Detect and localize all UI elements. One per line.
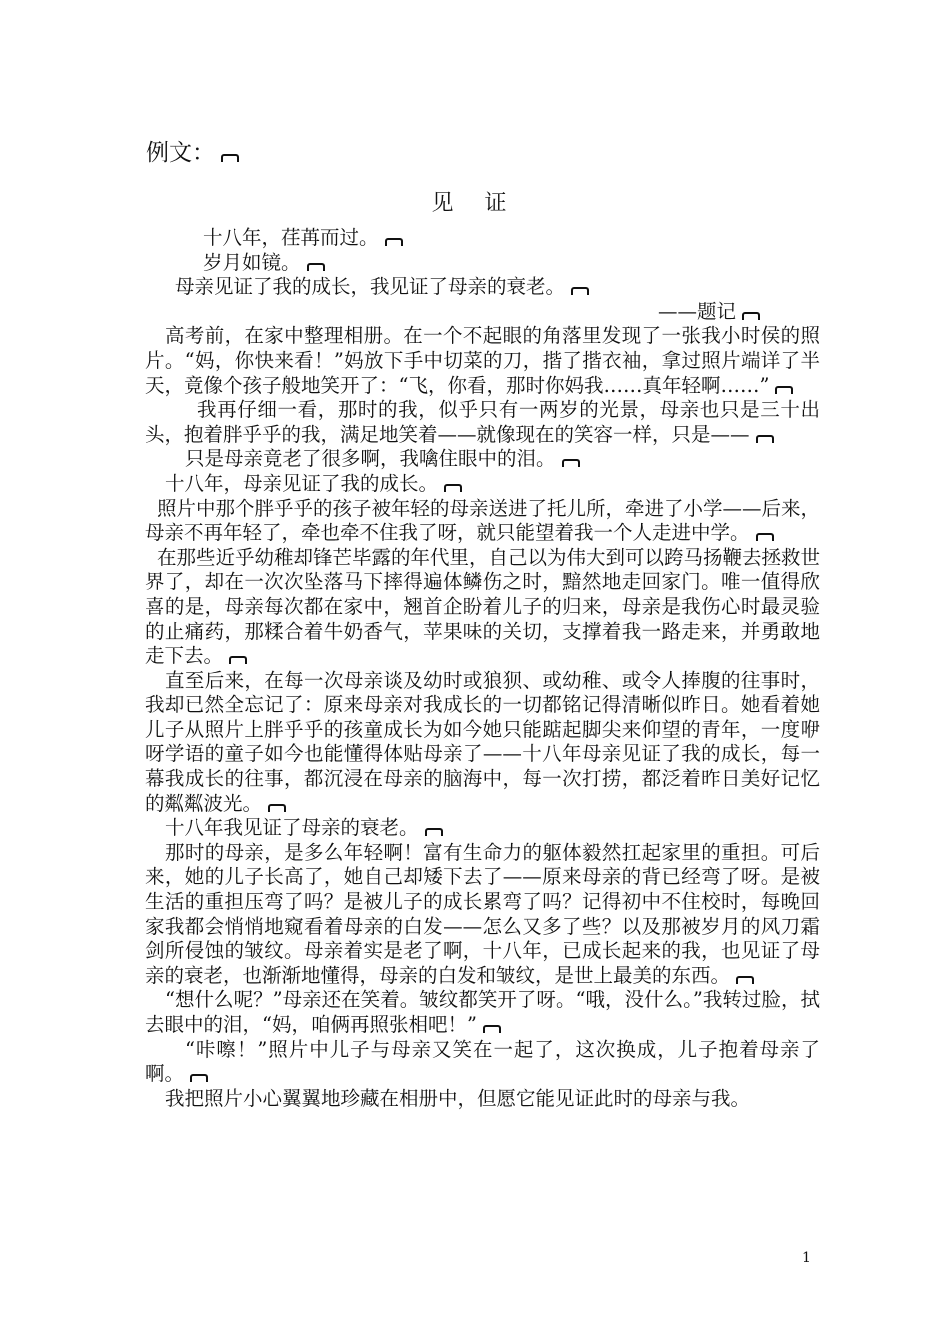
paragraph-mark-icon <box>221 154 239 162</box>
paragraph <box>145 816 820 841</box>
paragraph-text: 岁月如镜。 <box>203 250 301 274</box>
paragraph-mark-icon <box>756 533 774 541</box>
paragraph-mark-icon <box>775 386 793 394</box>
paragraph <box>145 226 820 251</box>
paragraph-text: 在那些近乎幼稚却锋芒毕露的年代里，自己以为伟大到可以跨马扬鞭去拯救世界了，却在一次次坠落马下摔得遍体鳞伤之时，黯然地走回家门。唯一值得欣喜的是，母亲每次都在家中，翘首企盼着儿子的归来，母亲是我伤心时最灵验的止痛药，那糅合着牛奶香气，苹果味的关切，支撑着我一路走来，并勇敢地走下去。 <box>145 545 821 668</box>
paragraph-mark-icon <box>483 1025 501 1033</box>
paragraph <box>145 398 820 447</box>
paragraph-mark-icon <box>425 828 443 836</box>
paragraph-text: 照片中那个胖乎乎的孩子被年轻的母亲送进了托儿所，牵进了小学——后来，母亲不再年轻了，牵也牵不住我了呀，就只能望着我一个人走进中学。 <box>145 496 821 545</box>
paragraph <box>145 1087 820 1112</box>
paragraph-text: 高考前，在家中整理相册。在一个不起眼的角落里发现了一张我小时侯的照片。“妈，你快来看！”妈放下手中切菜的刀，揩了揩衣袖，拿过照片端详了半天，竟像个孩子般地笑开了：“飞，你看，那时你妈我……真年轻啊……” <box>145 324 820 397</box>
paragraph-mark-icon <box>562 459 580 467</box>
epigraph-attribution <box>145 300 820 325</box>
paragraph-mark-icon <box>307 263 325 271</box>
paragraph-mark-icon <box>736 976 754 984</box>
essay-body <box>145 226 820 1111</box>
paragraph-text: ——题记 <box>657 299 736 323</box>
paragraph <box>145 669 820 817</box>
essay-title: 见 证 <box>431 191 519 216</box>
paragraph <box>145 251 820 276</box>
example-label <box>146 134 239 167</box>
paragraph <box>145 546 820 669</box>
paragraph-text: 我再仔细一看，那时的我，似乎只有一两岁的光景，母亲也只是三十出头，抱着胖乎乎的我，满足地笑着——就像现在的笑容一样，只是—— <box>145 398 820 446</box>
paragraph <box>145 324 820 398</box>
paragraph-text: 十八年，荏苒而过。 <box>203 226 379 249</box>
paragraph <box>145 988 820 1037</box>
paragraph-text: 母亲见证了我的成长，我见证了母亲的衰老。 <box>175 275 566 299</box>
paragraph-text: 那时的母亲，是多么年轻啊！富有生命力的躯体毅然扛起家里的重担。可后来，她的儿子长高了，她自己却矮下去了——原来母亲的背已经弯了呀。是被生活的重担压弯了吗？是被儿子的成长累弯了吗？记得初中不住校时，每晚回家我都会悄悄地窥看着母亲的白发——怎么又多了些？以及那被岁月的风刀霜剑所侵蚀的皱纹。母亲着实是老了啊，十八年，已成长起来的我，也见证了母亲的衰老，也渐渐地懂得，母亲的白发和皱纹，是世上最美的东西。 <box>145 840 820 987</box>
paragraph-text: 十八年，母亲见证了我的成长。 <box>165 471 439 495</box>
paragraph-mark-icon <box>229 656 247 664</box>
paragraph <box>145 497 820 546</box>
paragraph <box>145 275 820 300</box>
paragraph <box>145 472 820 497</box>
page-number: 1 <box>802 1250 811 1266</box>
paragraph-text: 十八年我见证了母亲的衰老。 <box>165 816 419 840</box>
paragraph <box>145 1038 820 1087</box>
paragraph-text: “想什么呢？”母亲还在笑着。皱纹都笑开了呀。“哦，没什么。”我转过脸，拭去眼中的泪，“妈，咱俩再照张相吧！” <box>145 988 820 1036</box>
paragraph-text: 只是母亲竟老了很多啊，我噙住眼中的泪。 <box>185 447 556 471</box>
paragraph-mark-icon <box>742 312 760 320</box>
paragraph-text: 我把照片小心翼翼地珍藏在相册中，但愿它能见证此时的母亲与我。 <box>165 1086 751 1110</box>
paragraph-mark-icon <box>268 804 286 812</box>
paragraph-mark-icon <box>190 1074 208 1082</box>
example-label-text: 例文： <box>146 140 215 166</box>
paragraph <box>145 447 820 472</box>
paragraph-text: “咔嚓！”照片中儿子与母亲又笑在一起了，这次换成，儿子抱着母亲了啊。 <box>145 1037 820 1086</box>
paragraph-mark-icon <box>571 287 589 295</box>
paragraph-text: 直至后来，在每一次母亲谈及幼时或狼狈、或幼稚、或令人捧腹的往事时，我却已然全忘记了：原来母亲对我成长的一切都铭记得清晰似昨日。她看着她儿子从照片上胖乎乎的孩童成长为如今她只能踮起脚尖来仰望的青年，一度咿呀学语的童子如今也能懂得体贴母亲了——十八年母亲见证了我的成长，每一幕我成长的往事，都沉浸在母亲的脑海中，每一次打捞，都泛着昨日美好记忆的粼粼波光。 <box>145 668 820 815</box>
paragraph-mark-icon <box>756 435 774 443</box>
paragraph <box>145 841 820 989</box>
paragraph-mark-icon <box>385 238 403 246</box>
paragraph-mark-icon <box>444 484 462 492</box>
